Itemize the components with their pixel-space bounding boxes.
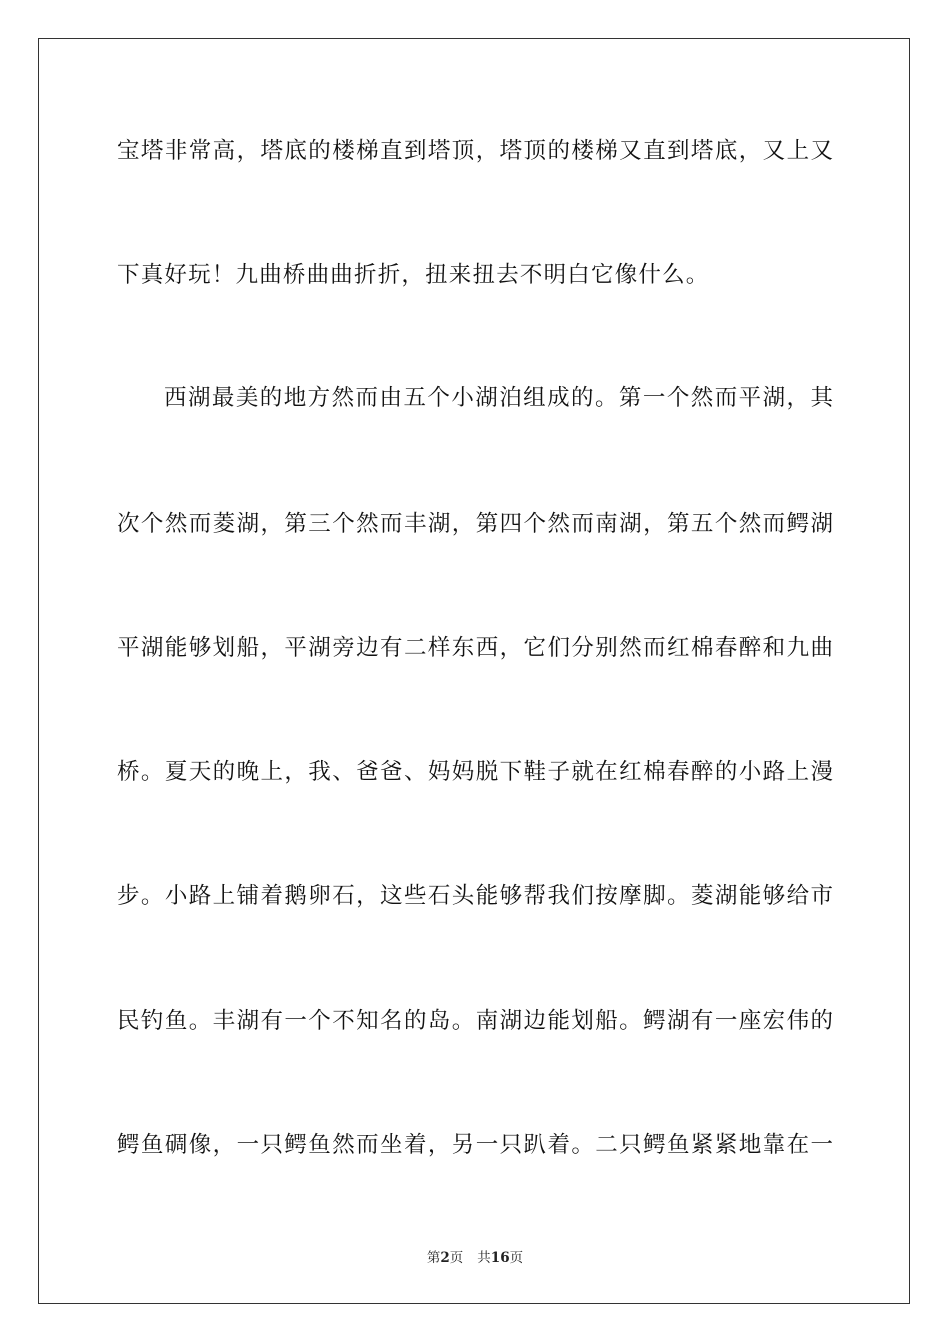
footer-total-prefix: 共 xyxy=(477,1250,491,1266)
body-line-4: 次个然而菱湖，第三个然而丰湖，第四个然而南湖，第五个然而鳄湖 xyxy=(117,511,833,537)
body-line-1: 宝塔非常高，塔底的楼梯直到塔顶，塔顶的楼梯又直到塔底，又上又 xyxy=(117,138,833,164)
body-line-2: 下真好玩！九曲桥曲曲折折，扭来扭去不明白它像什么。 xyxy=(117,262,710,288)
footer-page-suffix: 页 xyxy=(449,1250,464,1266)
footer-page-number: 2 xyxy=(440,1250,450,1266)
body-line-6: 桥。夏天的晚上，我、爸爸、妈妈脱下鞋子就在红棉春醉的小路上漫 xyxy=(117,759,833,785)
footer-total-number: 16 xyxy=(490,1250,510,1266)
body-line-5: 平湖能够划船，平湖旁边有二样东西，它们分别然而红棉春醉和九曲 xyxy=(117,635,833,661)
body-line-3: 西湖最美的地方然而由五个小湖泊组成的。第一个然而平湖，其 xyxy=(164,385,833,411)
page-border xyxy=(38,38,910,1304)
body-line-9: 鳄鱼碉像，一只鳄鱼然而坐着，另一只趴着。二只鳄鱼紧紧地靠在一 xyxy=(117,1132,833,1158)
body-line-8: 民钓鱼。丰湖有一个不知名的岛。南湖边能划船。鳄湖有一座宏伟的 xyxy=(117,1008,833,1034)
body-line-7: 步。小路上铺着鹅卵石，这些石头能够帮我们按摩脚。菱湖能够给市 xyxy=(117,883,833,909)
page-footer xyxy=(0,1248,950,1268)
footer-total-suffix: 页 xyxy=(509,1250,524,1266)
footer-page-prefix: 第 xyxy=(426,1250,441,1266)
